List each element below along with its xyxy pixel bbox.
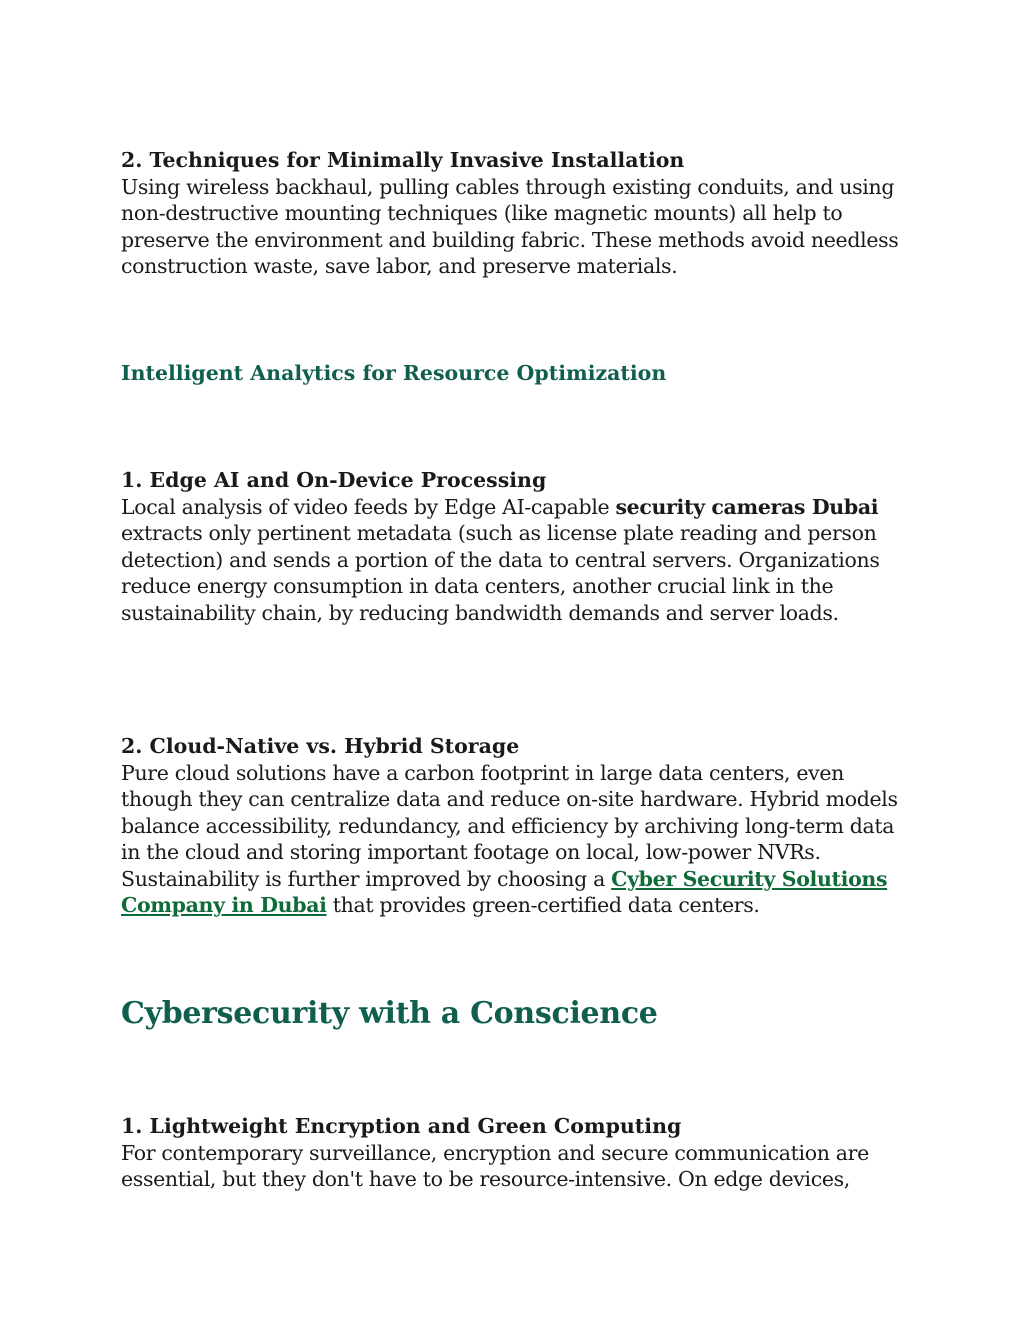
subheading-encryption: 1. Lightweight Encryption and Green Computing (121, 1114, 682, 1138)
heading-intelligent-analytics: Intelligent Analytics for Resource Optimization (121, 361, 667, 385)
paragraph-encryption: For contemporary surveillance, encryption and secure communication are essential, but they don't have to be resource-intensive. On edge devices, (121, 1140, 869, 1192)
edge-ai-text-pre: Local analysis of video feeds by Edge AI-capable (121, 494, 616, 519)
cloud-text-post: that provides green-certified data centers. (326, 893, 760, 918)
cloud-text-pre: Pure cloud solutions have a carbon footprint in large data centers, even though they can centralize data and reduce on-site hardware. Hybrid models balance accessibility, redundancy, and efficiency by archiving long-term data in the cloud and storing important footage on local, low-power NVRs. Sustainability is further improved by choosing a (121, 760, 898, 891)
paragraph-cloud-storage (121, 760, 911, 920)
subheading-edge-ai: 1. Edge AI and On-Device Processing (121, 468, 547, 492)
section-edge-ai (121, 467, 911, 626)
section-cloud-storage (121, 733, 911, 919)
subheading-cloud-storage: 2. Cloud-Native vs. Hybrid Storage (121, 734, 520, 758)
section-minimally-invasive (121, 147, 911, 280)
section-intelligent-analytics (121, 360, 911, 386)
section-cybersecurity (121, 996, 911, 1032)
subheading-minimally-invasive: 2. Techniques for Minimally Invasive Installation (121, 148, 685, 172)
paragraph-minimally-invasive: Using wireless backhaul, pulling cables through existing conduits, and using non-destructive mounting techniques (like magnetic mounts) all help to preserve the environment and building fabric. These methods avoid needless construction waste, save labor, and preserve materials. (121, 174, 899, 279)
link-cyber-security-company[interactable]: Cyber Security Solutions Company in Dubai (121, 866, 888, 918)
heading-cybersecurity-conscience: Cybersecurity with a Conscience (121, 996, 658, 1031)
keyword-security-cameras-dubai: security cameras Dubai (615, 494, 879, 519)
paragraph-edge-ai (121, 494, 911, 627)
section-encryption (121, 1113, 911, 1193)
edge-ai-text-post: extracts only pertinent metadata (such as license plate reading and person detection) and sends a portion of the data to central servers. Organizations reduce energy consumption in data centers, another crucial link in the sustainability chain, by reducing bandwidth demands and server loads. (121, 521, 880, 625)
